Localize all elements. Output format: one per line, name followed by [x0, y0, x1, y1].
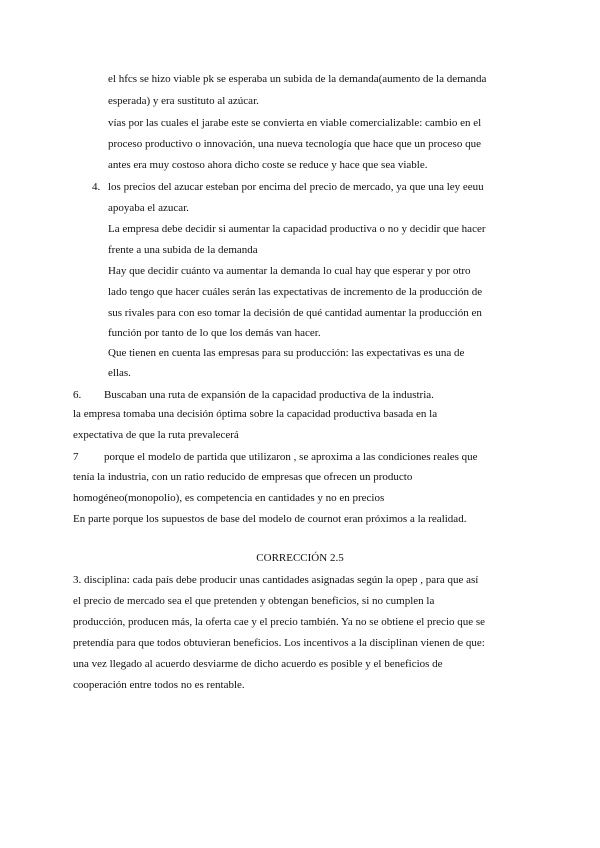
- paragraph-line: En parte porque los supuestos de base del modelo de cournot eran próximos a la realidad.: [73, 513, 467, 525]
- paragraph-line: apoyaba el azucar.: [108, 202, 189, 214]
- paragraph-line: el precio de mercado sea el que pretenden y obtengan beneficios, si no cumplen la: [73, 595, 435, 607]
- list-number: 6.: [73, 389, 82, 401]
- paragraph-line: vías por las cuales el jarabe este se convierta en viable comercializable: cambio en el: [108, 117, 482, 129]
- paragraph-line: los precios del azucar esteban por encima del precio de mercado, ya que una ley eeuu: [108, 181, 484, 193]
- list-number: 7: [73, 451, 79, 463]
- section-heading: CORRECCIÓN 2.5: [256, 552, 344, 564]
- paragraph-line: Buscaban una ruta de expansión de la capacidad productiva de la industria.: [104, 389, 434, 401]
- paragraph-line: esperada) y era sustituto al azúcar.: [108, 95, 259, 107]
- paragraph-line: frente a una subida de la demanda: [108, 244, 258, 256]
- paragraph-line: sus rivales para con eso tomar la decisión de qué cantidad aumentar la producción en: [108, 307, 482, 319]
- paragraph-line: Que tienen en cuenta las empresas para su producción: las expectativas es una de: [108, 347, 465, 359]
- paragraph-line: producción, producen más, la oferta cae y el precio también. Ya no se obtiene el precio que se: [73, 616, 486, 628]
- paragraph-line: lado tengo que hacer cuáles serán las expectativas de incremento de la producción de: [108, 286, 483, 298]
- paragraph-line: el hfcs se hizo viable pk se esperaba un subida de la demanda(aumento de la demanda: [108, 73, 487, 85]
- paragraph-line: 3. disciplina: cada país debe producir unas cantidades asignadas según la opep , para que así: [73, 574, 479, 586]
- paragraph-line: porque el modelo de partida que utilizaron , se aproxima a las condiciones reales que: [104, 451, 478, 463]
- list-number: 4.: [92, 181, 101, 193]
- paragraph-line: homogéneo(monopolio), es competencia en cantidades y no en precios: [73, 492, 385, 504]
- paragraph-line: cooperación entre todos no es rentable.: [73, 679, 245, 691]
- paragraph-line: expectativa de que la ruta prevalecerá: [73, 429, 239, 441]
- paragraph-line: ellas.: [108, 367, 131, 379]
- paragraph-line: La empresa debe decidir si aumentar la capacidad productiva o no y decidir que hacer: [108, 223, 486, 235]
- paragraph-line: una vez llegado al acuerdo desviarme de dicho acuerdo es posible y el beneficios de: [73, 658, 443, 670]
- paragraph-line: antes era muy costoso ahora dicho coste se reduce y hace que sea viable.: [108, 159, 428, 171]
- paragraph-line: la empresa tomaba una decisión óptima sobre la capacidad productiva basada en la: [73, 408, 438, 420]
- paragraph-line: función por tanto de lo que los demás van hacer.: [108, 327, 321, 339]
- paragraph-line: pretendía para que todos obtuvieran beneficios. Los incentivos a la disciplinan vienen de que:: [73, 637, 485, 649]
- paragraph-line: Hay que decidir cuánto va aumentar la demanda lo cual hay que esperar y por otro: [108, 265, 471, 277]
- paragraph-line: proceso productivo o innovación, una nueva tecnología que hace que un proceso que: [108, 138, 481, 150]
- paragraph-line: tenía la industria, con un ratio reducido de empresas que ofrecen un producto: [73, 471, 413, 483]
